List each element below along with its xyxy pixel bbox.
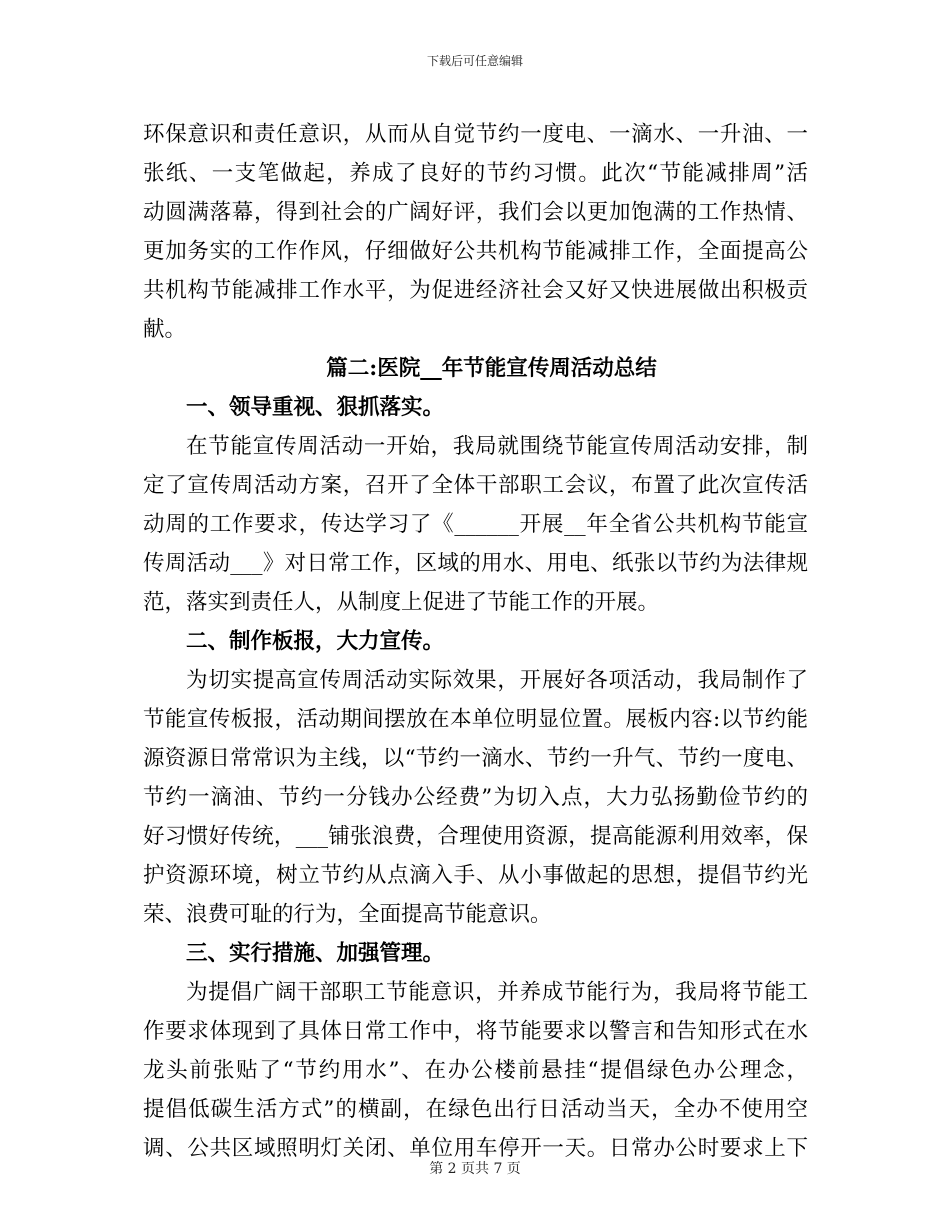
paragraph-line: 好习惯好传统，___铺张浪费，合理使用资源，提高能源利用效率，保 (143, 824, 808, 849)
paragraph-line: 调、公共区域照明灯关闭、单位用车停开一天。日常办公时要求上下 (143, 1136, 808, 1161)
paragraph-line: 为提倡广阔干部职工节能意识，并养成节能行为，我局将节能工 (186, 980, 808, 1005)
paragraph-line: 提倡低碳生活方式”的横副，在绿色出行日活动当天，全办不使用空 (143, 1097, 808, 1122)
paragraph-line: 源资源日常常识为主线，以“节约一滴水、节约一升气、节约一度电、 (143, 746, 808, 771)
section-heading-1: 一、领导重视、狠抓落实。 (186, 395, 445, 420)
section-title: 篇二:医院__年节能宣传周活动总结 (326, 356, 657, 381)
section-heading-3: 三、实行措施、加强管理。 (186, 941, 445, 966)
paragraph-line: 传周活动___》对日常工作，区域的用水、用电、纸张以节约为法律规 (143, 551, 808, 576)
paragraph-line: 献。 (143, 317, 187, 342)
paragraph-line: 为切实提高宣传周活动实际效果，开展好各项活动，我局制作了 (186, 668, 808, 693)
paragraph-line: 节约一滴油、节约一分钱办公经费”为切入点，大力弘扬勤俭节约的 (143, 785, 808, 810)
paragraph-line: 范，落实到责任人，从制度上促进了节能工作的开展。 (143, 590, 660, 615)
paragraph-line: 荣、浪费可耻的行为，全面提高节能意识。 (143, 902, 552, 927)
page-header-note: 下载后可任意编辑 (426, 54, 523, 68)
paragraph-line: 节能宣传板报，活动期间摆放在本单位明显位置。展板内容:以节约能 (143, 707, 808, 732)
paragraph-line: 更加务实的工作作风，仔细做好公共机构节能减排工作，全面提高公 (143, 239, 808, 264)
paragraph-line: 共机构节能减排工作水平，为促进经济社会又好又快进展做出积极贡 (143, 278, 808, 303)
paragraph-line: 龙头前张贴了“节约用水”、在办公楼前悬挂“提倡绿色办公理念， (143, 1058, 808, 1083)
paragraph-line: 动圆满落幕，得到社会的广阔好评，我们会以更加饱满的工作热情、 (143, 200, 808, 225)
paragraph-line: 作要求体现到了具体日常工作中，将节能要求以警言和告知形式在水 (143, 1019, 808, 1044)
section-heading-2: 二、制作板报，大力宣传。 (186, 629, 445, 654)
paragraph-line: 张纸、一支笔做起，养成了良好的节约习惯。此次“节能减排周”活 (143, 161, 808, 186)
paragraph-line: 定了宣传周活动方案，召开了全体干部职工会议，布置了此次宣传活 (143, 473, 808, 498)
paragraph-line: 在节能宣传周活动一开始，我局就围绕节能宣传周活动安排，制 (186, 434, 808, 459)
paragraph-line: 动周的工作要求，传达学习了《______开展__年全省公共机构节能宣 (143, 512, 808, 537)
document-body (143, 115, 808, 1168)
page-number: 第 2 页共 7 页 (429, 1161, 521, 1177)
paragraph-line: 护资源环境，树立节约从点滴入手、从小事做起的思想，提倡节约光 (143, 863, 808, 888)
paragraph-line: 环保意识和责任意识，从而从自觉节约一度电、一滴水、一升油、一 (143, 122, 808, 147)
